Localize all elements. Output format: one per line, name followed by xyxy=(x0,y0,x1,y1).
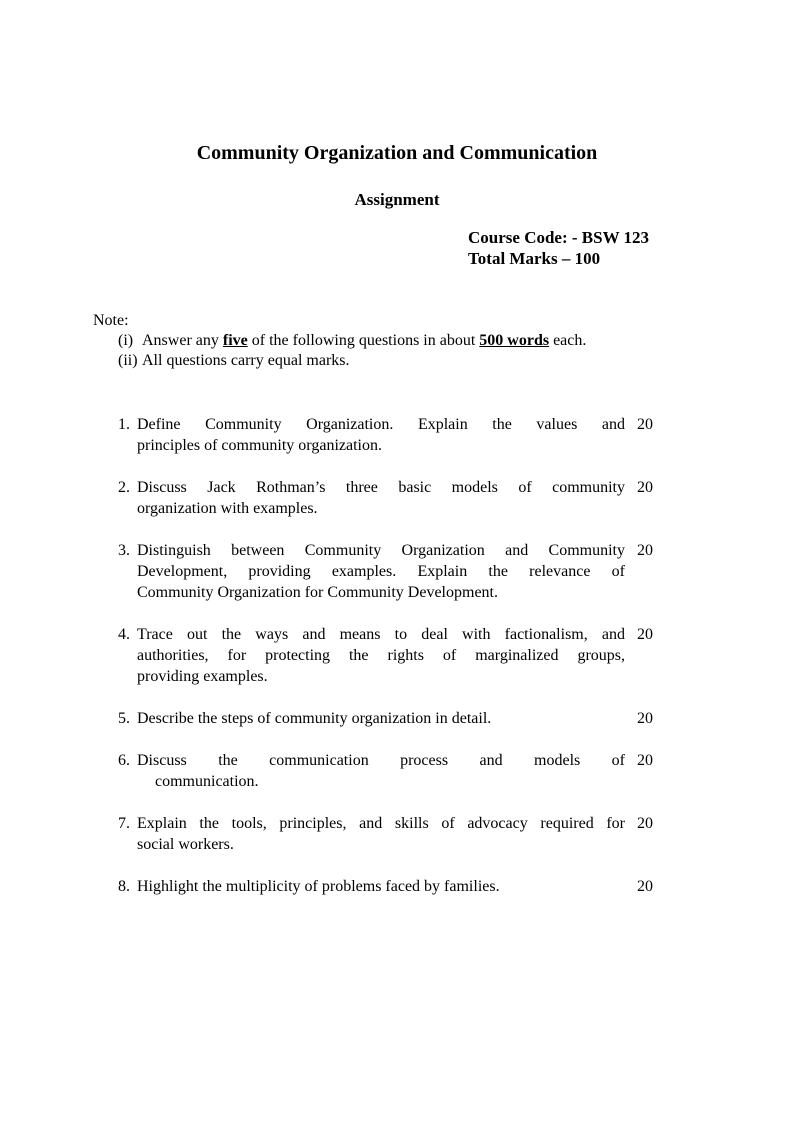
question-number: 1. xyxy=(118,416,130,433)
assignment-heading: Assignment xyxy=(354,190,440,209)
question-list xyxy=(118,414,794,897)
question-text xyxy=(137,813,625,855)
note-item-text: of the following questions in about xyxy=(247,332,480,349)
question-row-3 xyxy=(118,540,794,603)
question-line: principles of community organization. xyxy=(137,437,382,454)
question-line: providing examples. xyxy=(137,668,268,685)
question-text xyxy=(137,477,625,519)
question-line: Explain the tools, principles, and skills of advocacy required for xyxy=(137,815,625,832)
total-marks: Total Marks – 100 xyxy=(468,249,601,268)
question-marks: 20 xyxy=(637,878,653,895)
note-section xyxy=(93,311,794,371)
question-marks: 20 xyxy=(637,752,653,769)
question-line: organization with examples. xyxy=(137,500,318,517)
question-line: communication. xyxy=(155,773,259,790)
question-text xyxy=(137,708,625,729)
question-line: Trace out the ways and means to deal with factionalism, and xyxy=(137,626,625,643)
question-line: Define Community Organization. Explain the values and xyxy=(137,416,625,433)
note-item-2 xyxy=(118,351,794,371)
question-line: Discuss the communication process and models of xyxy=(137,752,625,769)
question-number: 4. xyxy=(118,626,130,643)
question-number: 5. xyxy=(118,710,130,727)
question-line: Discuss Jack Rothman’s three basic models of community xyxy=(137,479,625,496)
question-line: social workers. xyxy=(137,836,234,853)
note-item-text: Answer any xyxy=(142,332,223,349)
question-row-2 xyxy=(118,477,794,519)
question-marks: 20 xyxy=(637,416,653,433)
question-line: Development, providing examples. Explain the relevance of xyxy=(137,563,625,580)
question-row-4 xyxy=(118,624,794,687)
note-item-text: each. xyxy=(549,332,587,349)
question-number: 8. xyxy=(118,878,130,895)
question-number: 6. xyxy=(118,752,130,769)
question-line: Describe the steps of community organization in detail. xyxy=(137,710,492,727)
question-marks: 20 xyxy=(637,542,653,559)
question-row-7 xyxy=(118,813,794,855)
note-item-marker: (i) xyxy=(118,332,134,349)
question-marks: 20 xyxy=(637,479,653,496)
question-text xyxy=(137,876,625,897)
question-marks: 20 xyxy=(637,626,653,643)
note-item-1 xyxy=(118,331,794,351)
question-number: 7. xyxy=(118,815,130,832)
question-row-5 xyxy=(118,708,794,729)
question-marks: 20 xyxy=(637,815,653,832)
question-line: Highlight the multiplicity of problems faced by families. xyxy=(137,878,500,895)
question-row-6 xyxy=(118,750,794,792)
question-row-8 xyxy=(118,876,794,897)
note-item-text: All questions carry equal marks. xyxy=(142,352,350,369)
question-row-1 xyxy=(118,414,794,456)
question-number: 2. xyxy=(118,479,130,496)
question-line: Distinguish between Community Organization and Community xyxy=(137,542,625,559)
question-text xyxy=(137,414,625,456)
question-line: Community Organization for Community Development. xyxy=(137,584,498,601)
question-line: authorities, for protecting the rights of marginalized groups, xyxy=(137,647,625,664)
question-text xyxy=(137,750,625,792)
document-title: Community Organization and Communication xyxy=(196,142,598,164)
question-text xyxy=(137,624,625,687)
note-label: Note: xyxy=(93,312,129,329)
note-item-text-emphasis: five xyxy=(222,332,248,349)
question-number: 3. xyxy=(118,542,130,559)
question-text xyxy=(137,540,625,603)
course-code: Course Code: - BSW 123 xyxy=(468,228,650,247)
note-item-text-emphasis: 500 words xyxy=(479,332,550,349)
question-marks: 20 xyxy=(637,710,653,727)
note-item-marker: (ii) xyxy=(118,352,138,369)
course-info-block xyxy=(468,227,794,269)
